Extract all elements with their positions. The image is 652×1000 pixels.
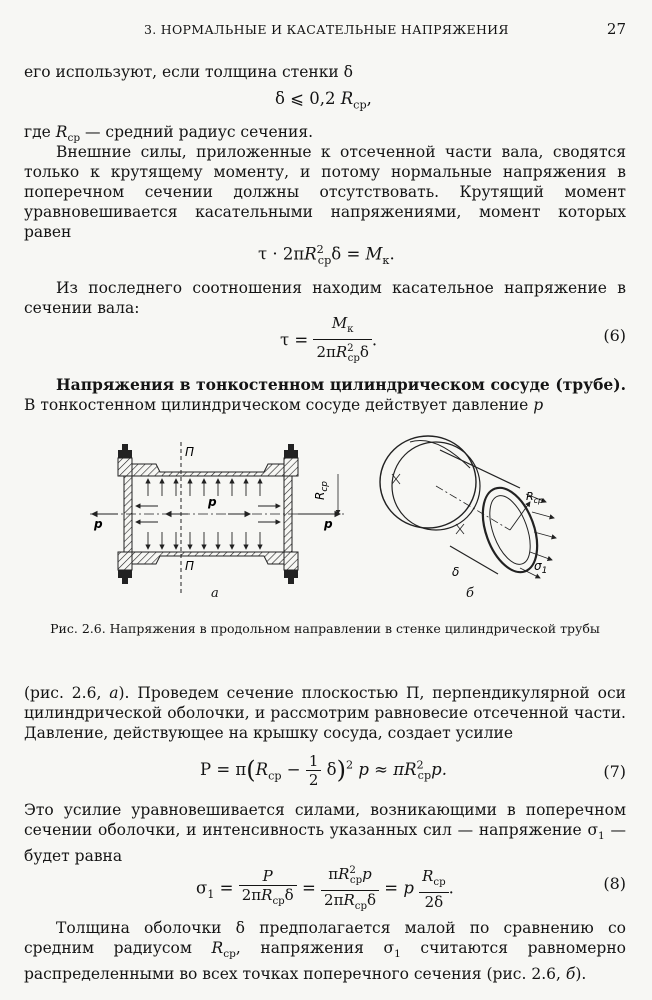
- figure-b-perspective: [370, 428, 570, 598]
- paragraph-2: где $R_{ср}$ — средний радиус сечения.: [24, 123, 314, 145]
- subfigure-label-b: б: [466, 586, 474, 601]
- paragraph-4: Из последнего соотношения находим касательное напряжение в сечении вала:: [24, 279, 626, 317]
- force-label-left: p: [94, 517, 103, 531]
- paragraph-1: его используют, если толщина стенки δ: [24, 63, 353, 81]
- paragraph-6: (рис. 2.6, а). Проведем сечение плоскостью П, перпендикулярной оси цилиндрической оболочки, и рассмотрим равновесие отсеченной части. Давление, действующее на крышку сосуда, создает усилие: [24, 684, 626, 742]
- figure-a-section: [88, 436, 346, 604]
- paragraph-7: Это усилие уравновешивается силами, возникающими в поперечном сечении оболочки, и интенсивность указанных сил — напряжение $\sigma_1$ — будет равна: [24, 801, 626, 866]
- equation-stress: $\sigma_1$ = $\frac{P}{2\pi R_{ср}\delta}$ = $\frac{\pi R^2_{ср}p}{2\pi R_{ср}\delta}$ = p $\frac{R_{ср}}{2\delta}$ .: [196, 862, 454, 916]
- equation-number-6: (6): [603, 326, 626, 345]
- pressure-label-center: p: [208, 495, 217, 509]
- plane-label-bottom: П: [185, 559, 195, 573]
- sigma-label: $\sigma_1$: [534, 559, 548, 576]
- equation-torque: $\tau \cdot 2\pi R^2_{ср}\delta = M_к$.: [258, 243, 395, 267]
- paragraph-5: Напряжения в тонкостенном цилиндрическом сосуде (трубе). В тонкостенном цилиндрическом сосуде действует давление p: [24, 375, 626, 414]
- page-number: 27: [606, 20, 626, 38]
- equation-number-7: (7): [603, 762, 626, 781]
- plane-label-top: П: [185, 445, 195, 459]
- subfigure-label-a: а: [211, 586, 219, 601]
- equation-thickness: δ ⩽ 0,2 $R_{ср}$,: [275, 89, 372, 112]
- running-header: [24, 22, 626, 42]
- figure-caption: Рис. 2.6. Напряжения в продольном направлении в стенке цилиндрической трубы: [50, 621, 600, 636]
- equation-number-8: (8): [603, 874, 626, 893]
- section-title: 3. НОРМАЛЬНЫЕ И КАСАТЕЛЬНЫЕ НАПРЯЖЕНИЯ: [144, 22, 509, 37]
- paragraph-3: Внешние силы, приложенные к отсеченной части вала, сводятся только к крутящему моменту, и потому нормальные напряжения в поперечном сечении должны отсутствовать. Крутящий момент уравновешивается касательными напряжениями, момент которых равен: [24, 143, 626, 241]
- force-label-right: p: [324, 517, 333, 531]
- equation-shear: τ = $\frac{M_к}{2\pi R^2_{ср}\delta}$ .: [280, 314, 378, 364]
- equation-force: $P = \pi(R_{ср}$ − $\frac{1}{2}$ δ)$^2$ $p \approx \pi R^2_{ср}p$.: [200, 752, 447, 789]
- radius-label: $R_{ср}$: [313, 480, 330, 500]
- delta-label: δ: [452, 565, 460, 579]
- paragraph-8: Толщина оболочки δ предполагается малой по сравнению со средним радиусом $R_{ср}$, напряжения $\sigma_1$ считаются равномерно распределенными во всех точках поперечного сечения (рис. 2.6, б).: [24, 919, 626, 984]
- radius-label-b: $R_{ср}$: [526, 490, 544, 505]
